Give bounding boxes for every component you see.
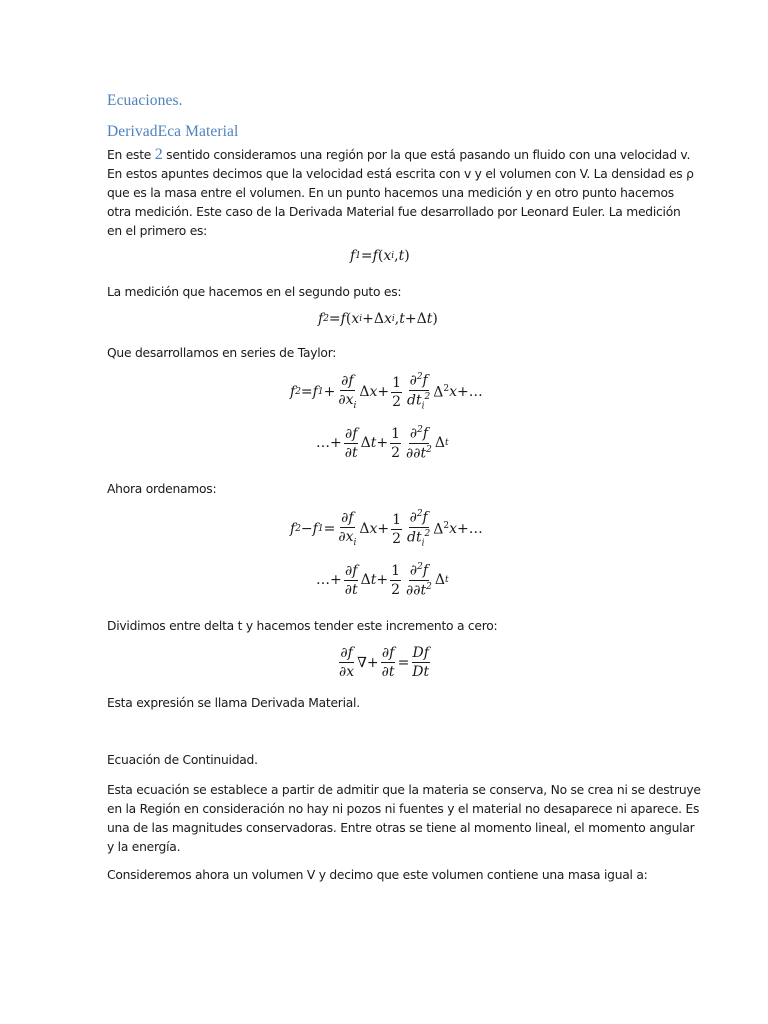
paragraph-order: Ahora ordenamos: [107,482,217,496]
section-heading-continuidad: Ecuación de Continuidad. [107,753,258,767]
continuity-line-2: en la Región en consideración no hay ni pozos ni fuentes y el material no desaparece ni aparece. Es [107,802,700,816]
paragraph-divide: Dividimos entre delta t y hacemos tender este incremento a cero: [107,619,498,633]
intro-line-1: En este 2 sentido consideramos una región por la que está pasando un fluido con una velocidad v. [107,146,691,163]
equation-taylor-line-2: …+ $\frac{\partial f}{\partial t}$ Δ t + $\frac{1}{2}$ $\frac{\partial^2f}{\partial\partial t^2}$ Δ t [316,425,449,462]
intro-line-3: que es la masa entre el volumen. En un punto hacemos una medición y en otro punto hacemos [107,186,674,200]
equation-f2: f 2 = f ( x i +Δ x i , t +Δ t ) [318,311,438,327]
equation-ordered-line-1: f 2 − f 1 = $\frac{\partial f}{\partial x_i}$ Δ x + $\frac{1}{2}$ $\frac{\partial^2f}{dt_i^2}$ $\Delta^2$ x +… [290,509,483,549]
document-title: Ecuaciones. [107,92,183,109]
intro-line-2: En estos apuntes decimos que la velocidad está escrita con v y el volumen con V. La densidad es ρ [107,167,694,181]
paragraph-second-measure: La medición que hacemos en el segundo puto es: [107,285,402,299]
equation-material-derivative: $\frac{\partial f}{\partial x}$ ∇+ $\frac{\partial f}{\partial t}$ = $\frac{Df}{Dt}$ [339,645,430,680]
continuity-line-4: y la energía. [107,840,181,854]
intro-line-4: otra medición. Este caso de la Derivada Material fue desarrollado por Leonard Euler. La medición [107,205,681,219]
inline-number: 2 [154,146,163,163]
intro-line-5: en el primero es: [107,224,208,238]
intro-paragraph [107,145,694,241]
section-heading-derivada-material: DerivadEca Material [107,123,239,140]
paragraph-volume: Consideremos ahora un volumen V y decimo que este volumen contiene una masa igual a: [107,868,648,882]
continuity-line-1: Esta ecuación se establece a partir de admitir que la materia se conserva, No se crea ni se destruye [107,783,701,797]
equation-f1: f 1 = f ( x i , t ) [350,248,410,264]
equation-ordered-line-2: …+ $\frac{\partial f}{\partial t}$ Δ t + $\frac{1}{2}$ $\frac{\partial^2f}{\partial\partial t^2}$ Δ t [316,562,449,599]
continuity-line-3: una de las magnitudes conservadoras. Entre otras se tiene al momento lineal, el momento angular [107,821,695,835]
paragraph-taylor: Que desarrollamos en series de Taylor: [107,346,337,360]
paragraph-named: Esta expresión se llama Derivada Material. [107,696,360,710]
continuity-paragraph [107,781,701,857]
equation-taylor-line-1: f 2 = f 1 + $\frac{\partial f}{\partial x_i}$ Δ x + $\frac{1}{2}$ $\frac{\partial^2f}{dt_i^2}$ $\Delta^2$ x +… [290,372,483,412]
